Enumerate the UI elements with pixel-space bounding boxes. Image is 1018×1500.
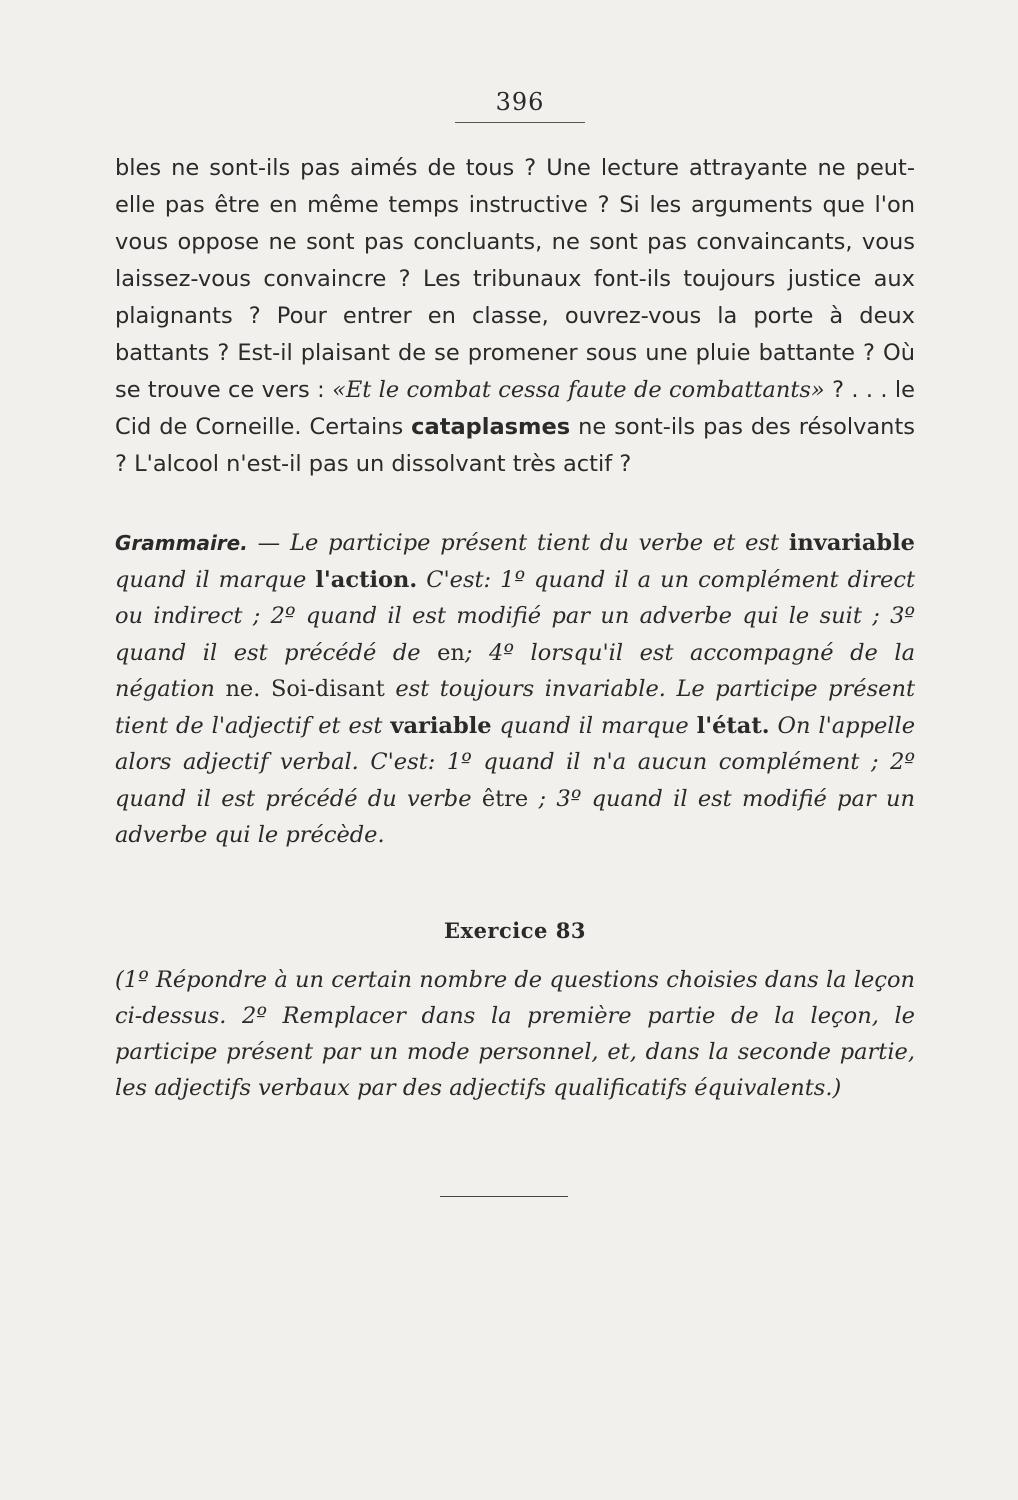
grammar-paragraph bbox=[115, 525, 915, 854]
grammar-s7: On l'appelle alors adjectif verbal. C'est: 1º quand il n'a aucun complément ; 2º quand il est précédé du verbe bbox=[115, 712, 916, 812]
word-soi-disant: Soi-disant bbox=[260, 676, 396, 702]
grammar-s5: est toujours invariable. Le participe présent tient de l'adjectif et est bbox=[115, 676, 915, 739]
quote-verse: «Et le combat cessa faute de combattants» bbox=[332, 377, 825, 403]
grammar-s4: ; 4º lorsqu'il est accompagné de la négation bbox=[115, 639, 915, 702]
bold-variable: variable bbox=[390, 712, 492, 739]
questions-paragraph bbox=[115, 150, 915, 483]
bold-etat: l'état. bbox=[696, 712, 770, 739]
questions-text-1: bles ne sont-ils pas aimés de tous ? Une lecture attrayante ne peut-elle pas être en même temps instructive ? Si les arguments que l'on vous oppose ne sont pas concluants, ne sont pas convaincants, vous laissez-vous convaincre ? Les tribunaux font-ils toujours justice aux plaignants ? Pour entrer en classe, ouvrez-vous la porte à deux battants ? Est-il plaisant de se promener sous une pluie battante ? Où se trouve ce vers : bbox=[115, 155, 915, 403]
grammar-title: Grammaire. bbox=[115, 531, 248, 555]
grammar-dash: — bbox=[247, 530, 291, 556]
word-etre: être bbox=[481, 785, 529, 812]
word-en: en bbox=[437, 639, 465, 666]
questions-text-2: ? . . . le Cid de Corneille. Certains bbox=[115, 377, 916, 440]
page-number: 396 bbox=[455, 88, 585, 123]
grammar-s1: Le participe présent tient du verbe et est bbox=[290, 530, 789, 556]
grammar-s6: quand il marque bbox=[491, 712, 697, 739]
grammar-s8: ; 3º quand il est modifié par un adverbe qui le précède. bbox=[115, 785, 915, 848]
bold-word-cataplasmes: cataplasmes bbox=[411, 414, 571, 440]
exercise-title: Exercice 83 bbox=[444, 918, 586, 943]
bold-action: l'action. bbox=[315, 566, 418, 593]
grammar-s3: C'est: 1º quand il a un complément direct ou indirect ; 2º quand il est modifié par un adverbe qui le suit ; 3º quand il est précédé de bbox=[115, 566, 915, 666]
exercise-instructions: (1º Répondre à un certain nombre de questions choisies dans la leçon ci-dessus. 2º Remplacer dans la première partie de la leçon, le participe présent par un mode personnel, et, dans la seconde partie, les adjectifs verbaux par des adjectifs qualificatifs équivalents.) bbox=[115, 967, 915, 1101]
questions-text-3: ne sont-ils pas des résolvants ? L'alcool n'est-il pas un dissolvant très actif ? bbox=[115, 414, 915, 477]
word-ne: ne. bbox=[225, 676, 261, 702]
end-rule bbox=[440, 1196, 568, 1197]
bold-invariable: invariable bbox=[788, 530, 915, 556]
grammar-s2: quand il marque bbox=[115, 566, 316, 593]
